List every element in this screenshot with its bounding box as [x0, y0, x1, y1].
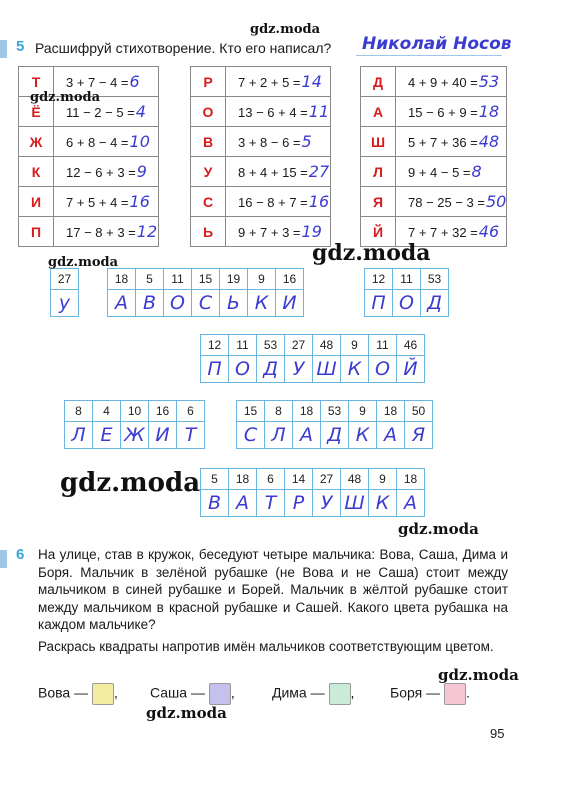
code-expression: 3 + 7 − 4 = — [66, 75, 129, 90]
color-square-sasha[interactable] — [209, 683, 231, 705]
code-number-cell: 48 — [341, 469, 369, 490]
code-table-3 — [360, 66, 507, 247]
code-expression-cell — [226, 67, 331, 97]
code-answer: 11 — [308, 102, 330, 121]
code-number-cell: 18 — [293, 401, 321, 422]
code-row — [361, 127, 507, 157]
code-expression-cell — [396, 97, 507, 127]
decoded-letter-cell[interactable]: Л — [65, 422, 93, 449]
code-table-2 — [190, 66, 331, 247]
watermark: gdz.moda — [398, 520, 479, 538]
code-answer: 4 — [135, 102, 146, 121]
code-number-cell: 15 — [237, 401, 265, 422]
decoded-letter-cell[interactable]: Я — [405, 422, 433, 449]
code-expression: 17 − 8 + 3 = — [66, 225, 136, 240]
decoded-letter-cell[interactable]: Ь — [220, 290, 248, 317]
task6-number: 6 — [16, 546, 25, 563]
decoded-letter-cell[interactable]: Т — [177, 422, 205, 449]
code-expression: 7 + 7 + 32 = — [408, 225, 478, 240]
code-letter: С — [191, 187, 226, 217]
code-number-cell: 27 — [313, 469, 341, 490]
decoded-letter-cell[interactable]: К — [369, 490, 397, 517]
code-expression: 8 + 4 + 15 = — [238, 165, 308, 180]
code-number-cell: 53 — [257, 335, 285, 356]
code-number-cell: 8 — [265, 401, 293, 422]
decoded-letter-cell[interactable]: Д — [257, 356, 285, 383]
code-expression-cell — [396, 127, 507, 157]
watermark: gdz.moda — [48, 255, 119, 270]
code-letter: О — [191, 97, 226, 127]
code-letter: Я — [361, 187, 396, 217]
decoded-letter-cell[interactable]: А — [108, 290, 136, 317]
code-number-cell: 11 — [229, 335, 257, 356]
watermark: gdz.moda — [30, 90, 101, 105]
code-number-cell: 27 — [285, 335, 313, 356]
code-number-cell: 10 — [121, 401, 149, 422]
code-number-cell: 12 — [201, 335, 229, 356]
boy-sasha: Саша — , — [150, 683, 235, 705]
code-letter: Л — [361, 157, 396, 187]
code-number-cell: 50 — [405, 401, 433, 422]
code-letter: Ш — [361, 127, 396, 157]
code-answer: 14 — [301, 72, 322, 91]
task-marker — [0, 550, 7, 568]
code-answer: 50 — [485, 192, 507, 211]
decoded-letter-cell[interactable]: Т — [257, 490, 285, 517]
code-expression: 13 − 6 + 4 = — [238, 105, 308, 120]
code-expression: 9 + 7 + 3 = — [238, 225, 301, 240]
code-answer: 8 — [471, 162, 482, 181]
decoded-letter-cell[interactable]: К — [248, 290, 276, 317]
code-expression-cell — [226, 157, 331, 187]
code-letter: У — [191, 157, 226, 187]
decoded-letter-cell[interactable]: Й — [397, 356, 425, 383]
color-square-dima[interactable] — [329, 683, 351, 705]
code-letter: Й — [361, 217, 396, 247]
code-number-cell: 53 — [421, 269, 449, 290]
boy-dima: Дима — , — [272, 683, 354, 705]
code-expression-cell — [396, 187, 507, 217]
code-answer: 48 — [478, 132, 500, 151]
color-square-vova[interactable] — [92, 683, 114, 705]
boy-name: Саша — — [150, 684, 205, 701]
code-letter: П — [19, 217, 54, 247]
page-number: 95 — [490, 726, 505, 741]
watermark: gdz.moda — [312, 240, 431, 266]
code-row — [191, 127, 331, 157]
decoded-letter-cell[interactable]: П — [365, 290, 393, 317]
decoded-letter-cell[interactable]: А — [377, 422, 405, 449]
code-row — [19, 187, 159, 217]
code-expression: 7 + 2 + 5 = — [238, 75, 301, 90]
code-expression: 16 − 8 + 7 = — [238, 195, 308, 210]
code-number-cell: 11 — [393, 269, 421, 290]
code-expression: 7 + 5 + 4 = — [66, 195, 129, 210]
code-expression-cell — [226, 97, 331, 127]
decoded-letter-cell[interactable]: О — [393, 290, 421, 317]
code-answer: 12 — [136, 222, 158, 241]
code-number-cell: 9 — [369, 469, 397, 490]
code-expression-cell — [396, 157, 507, 187]
code-number-cell: 16 — [149, 401, 177, 422]
decoded-letter-cell[interactable]: И — [276, 290, 304, 317]
decoded-letter-cell[interactable]: К — [349, 422, 377, 449]
code-letter: Р — [191, 67, 226, 97]
code-number-cell: 18 — [229, 469, 257, 490]
code-expression: 5 + 7 + 36 = — [408, 135, 478, 150]
code-number-cell: 9 — [341, 335, 369, 356]
code-expression: 4 + 9 + 40 = — [408, 75, 478, 90]
code-row — [361, 187, 507, 217]
code-expression-cell — [54, 127, 159, 157]
decoded-letter-cell[interactable]: П — [201, 356, 229, 383]
decoded-letter-cell[interactable]: У — [285, 356, 313, 383]
watermark: gdz.moda — [60, 468, 201, 498]
word-grid-vatrushka — [200, 468, 425, 517]
task6-text: На улице, став в кружок, беседуют четыре мальчика: Вова, Саша, Дима и Боря. Мальчик в зелёной рубашке (не Вова и не Саша) стоит между мальчиком в синей рубашке и Борей. Мальчик в жёлтой рубашке стоит между мальчиком в красной рубашке и Сашей. Какого цвета рубашка на каждом мальчике? — [38, 547, 508, 632]
code-expression-cell — [396, 67, 507, 97]
code-number-cell: 15 — [192, 269, 220, 290]
code-expression: 9 + 4 − 5 = — [408, 165, 471, 180]
boy-name: Вова — — [38, 684, 89, 701]
code-number-cell: 18 — [377, 401, 405, 422]
code-expression-cell — [226, 127, 331, 157]
code-number-cell: 27 — [51, 269, 79, 290]
task6-instruction: Раскрась квадраты напротив имён мальчиков соответствующим цветом. — [38, 639, 494, 654]
code-number-cell: 6 — [257, 469, 285, 490]
code-answer: 16 — [129, 192, 150, 211]
code-letter: К — [19, 157, 54, 187]
code-expression: 6 + 8 − 4 = — [66, 135, 129, 150]
code-answer: 5 — [301, 132, 312, 151]
word-grid-u — [50, 268, 79, 317]
decoded-letter-cell[interactable]: О — [164, 290, 192, 317]
code-expression-cell — [54, 187, 159, 217]
code-row — [191, 157, 331, 187]
boy-name: Дима — — [272, 684, 325, 701]
code-number-cell: 9 — [349, 401, 377, 422]
code-number-cell: 11 — [369, 335, 397, 356]
code-number-cell: 11 — [164, 269, 192, 290]
code-letter: Т — [19, 67, 54, 97]
code-letter: А — [361, 97, 396, 127]
code-row — [191, 217, 331, 247]
word-grid-pod — [364, 268, 449, 317]
task5-prompt: Расшифруй стихотворение. Кто его написал? — [35, 40, 332, 56]
code-number-cell: 16 — [276, 269, 304, 290]
code-number-cell: 18 — [397, 469, 425, 490]
code-row — [361, 67, 507, 97]
code-answer: 46 — [478, 222, 500, 241]
code-answer: 10 — [129, 132, 150, 151]
code-row — [191, 67, 331, 97]
code-expression-cell — [226, 187, 331, 217]
color-square-borya[interactable] — [444, 683, 466, 705]
word-grid-podushkoy — [200, 334, 425, 383]
code-number-cell: 4 — [93, 401, 121, 422]
code-answer: 18 — [478, 102, 500, 121]
code-number-cell: 5 — [201, 469, 229, 490]
code-row — [361, 157, 507, 187]
code-answer: 9 — [136, 162, 147, 181]
code-row — [361, 97, 507, 127]
code-letter: Ж — [19, 127, 54, 157]
code-row — [19, 217, 159, 247]
decoded-letter-cell[interactable]: Д — [421, 290, 449, 317]
decoded-letter-cell[interactable]: Е — [93, 422, 121, 449]
code-number-cell: 9 — [248, 269, 276, 290]
decoded-letter-cell[interactable]: В — [136, 290, 164, 317]
code-number-cell: 18 — [108, 269, 136, 290]
decoded-letter-cell[interactable]: Ж — [121, 422, 149, 449]
decoded-letter-cell[interactable]: Р — [285, 490, 313, 517]
boy-borya: Боря — . — [390, 683, 470, 705]
code-row — [191, 97, 331, 127]
code-letter: Ь — [191, 217, 226, 247]
word-grid-sladkaya — [236, 400, 433, 449]
decoded-letter-cell[interactable]: О — [229, 356, 257, 383]
decoded-letter-cell[interactable]: А — [397, 490, 425, 517]
code-answer: 6 — [129, 72, 140, 91]
code-letter: И — [19, 187, 54, 217]
task-marker — [0, 40, 7, 58]
decoded-letter-cell[interactable]: С — [192, 290, 220, 317]
code-letter: Ё — [19, 97, 54, 127]
code-expression-cell — [54, 217, 159, 247]
boy-vova: Вова — , — [38, 683, 118, 705]
decoded-letter-cell[interactable]: А — [229, 490, 257, 517]
code-number-cell: 48 — [313, 335, 341, 356]
code-number-cell: 8 — [65, 401, 93, 422]
code-expression: 11 − 2 − 5 = — [66, 105, 135, 120]
code-number-cell: 12 — [365, 269, 393, 290]
code-answer: 19 — [301, 222, 322, 241]
task5-number: 5 — [16, 38, 25, 55]
code-answer: 53 — [478, 72, 500, 91]
code-expression: 3 + 8 − 6 = — [238, 135, 301, 150]
code-expression: 78 − 25 − 3 = — [408, 195, 485, 210]
decoded-letter-cell[interactable]: Л — [265, 422, 293, 449]
decoded-letter-cell[interactable]: У — [313, 490, 341, 517]
code-expression: 12 − 6 + 3 = — [66, 165, 136, 180]
code-letter: Д — [361, 67, 396, 97]
decoded-letter-cell[interactable]: В — [201, 490, 229, 517]
word-grid-lezhit — [64, 400, 205, 449]
decoded-letter-cell[interactable]: Ш — [341, 490, 369, 517]
code-expression: 15 − 6 + 9 = — [408, 105, 478, 120]
boy-name: Боря — — [390, 684, 441, 701]
code-answer: 16 — [308, 192, 330, 211]
code-row — [191, 187, 331, 217]
decoded-letter-cell[interactable]: у — [51, 290, 79, 317]
decoded-letter-cell[interactable]: К — [341, 356, 369, 383]
code-row — [19, 157, 159, 187]
decoded-letter-cell[interactable]: С — [237, 422, 265, 449]
code-number-cell: 53 — [321, 401, 349, 422]
code-expression-cell — [54, 157, 159, 187]
word-grid-avoski — [107, 268, 304, 317]
code-number-cell: 6 — [177, 401, 205, 422]
watermark: gdz.moda — [146, 704, 227, 722]
decoded-letter-cell[interactable]: Ш — [313, 356, 341, 383]
code-letter: В — [191, 127, 226, 157]
code-number-cell: 5 — [136, 269, 164, 290]
decoded-letter-cell[interactable]: И — [149, 422, 177, 449]
code-number-cell: 14 — [285, 469, 313, 490]
watermark: gdz.moda — [250, 22, 321, 37]
code-answer: 27 — [308, 162, 330, 181]
decoded-letter-cell[interactable]: Д — [321, 422, 349, 449]
code-number-cell: 19 — [220, 269, 248, 290]
task5-answer-author: Николай Носов — [362, 34, 512, 54]
code-number-cell: 46 — [397, 335, 425, 356]
decoded-letter-cell[interactable]: А — [293, 422, 321, 449]
answer-line — [356, 55, 502, 56]
decoded-letter-cell[interactable]: О — [369, 356, 397, 383]
code-row — [19, 127, 159, 157]
watermark: gdz.moda — [438, 666, 519, 684]
